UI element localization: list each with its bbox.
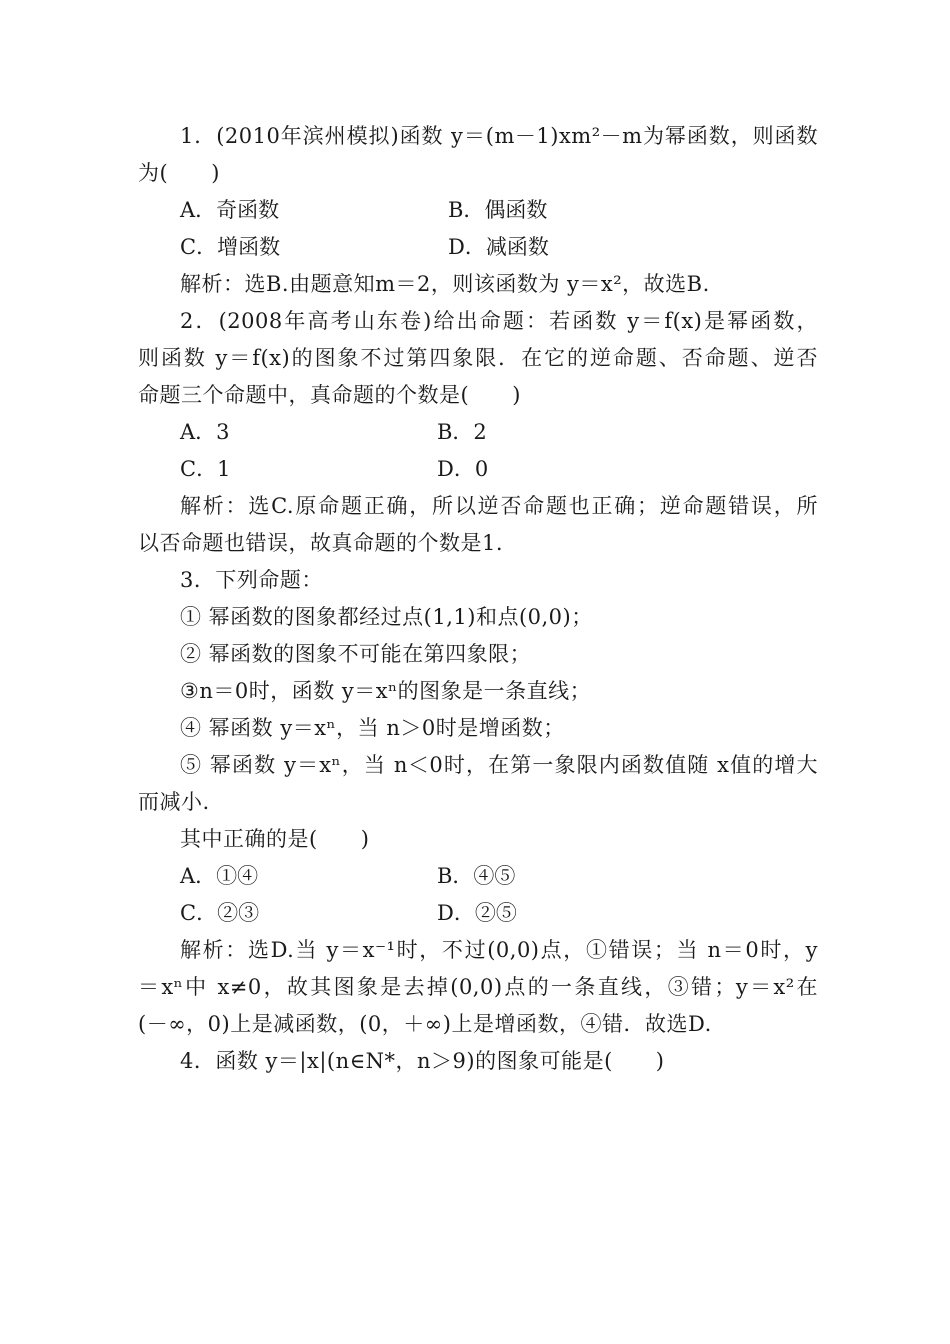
q1-option-a: A．奇函数 <box>180 198 280 222</box>
q3-analysis-line3: (－∞，0)上是减函数，(0，＋∞)上是增函数，④错．故选D. <box>138 1012 712 1036</box>
q3-option-c: C．②③ <box>180 901 260 925</box>
q3-option-b: B．④⑤ <box>437 864 516 888</box>
q3-item-5-line1: ⑤ 幂函数 y＝xⁿ，当 n＜0时，在第一象限内函数值随 x值的增大 <box>180 753 818 777</box>
q3-item-4: ④ 幂函数 y＝xⁿ，当 n＞0时是增函数； <box>180 716 565 740</box>
q3-option-a: A．①④ <box>180 864 259 888</box>
q1-option-d: D．减函数 <box>448 235 549 259</box>
q1-option-c: C．增函数 <box>180 235 281 259</box>
q2-analysis-line1: 解析：选C.原命题正确，所以逆否命题也正确；逆命题错误，所 <box>180 494 818 518</box>
q1-option-b: B．偶函数 <box>448 198 548 222</box>
q3-item-1: ① 幂函数的图象都经过点(1,1)和点(0,0)； <box>180 605 593 629</box>
q2-analysis-line2: 以否命题也错误，故真命题的个数是1. <box>138 531 504 555</box>
q3-option-d: D．②⑤ <box>437 901 517 925</box>
q1-stem-line1: 1．(2010年滨州模拟)函数 y＝(m－1)xm²－m为幂函数，则函数 <box>180 124 818 148</box>
q3-item-3: ③n＝0时，函数 y＝xⁿ的图象是一条直线； <box>180 679 592 703</box>
q4-stem: 4．函数 y＝|x|(n∈N*，n＞9)的图象可能是( ) <box>180 1049 665 1073</box>
q3-analysis-line1: 解析：选D.当 y＝x⁻¹时，不过(0,0)点，①错误；当 n＝0时，y <box>180 938 818 962</box>
q2-stem-line3: 命题三个命题中，真命题的个数是( ) <box>138 383 521 407</box>
q2-option-c: C．1 <box>180 457 231 481</box>
q1-stem-line2: 为( ) <box>138 161 220 185</box>
q3-item-5-line2: 而减小. <box>138 790 210 814</box>
q2-stem-line1: 2．(2008年高考山东卷)给出命题：若函数 y＝f(x)是幂函数， <box>180 309 818 333</box>
q2-option-b: B．2 <box>437 420 487 444</box>
q2-stem-line2: 则函数 y＝f(x)的图象不过第四象限．在它的逆命题、否命题、逆否 <box>138 346 818 370</box>
q1-analysis: 解析：选B.由题意知m＝2，则该函数为 y＝x²，故选B. <box>180 272 710 296</box>
q3-stem: 3．下列命题： <box>180 568 323 592</box>
q3-question: 其中正确的是( ) <box>180 827 370 851</box>
q3-analysis-line2: ＝xⁿ中 x≠0，故其图象是去掉(0,0)点的一条直线，③错；y＝x²在 <box>138 975 818 999</box>
q2-option-d: D．0 <box>437 457 489 481</box>
q3-item-2: ② 幂函数的图象不可能在第四象限； <box>180 642 532 666</box>
q2-option-a: A．3 <box>180 420 230 444</box>
